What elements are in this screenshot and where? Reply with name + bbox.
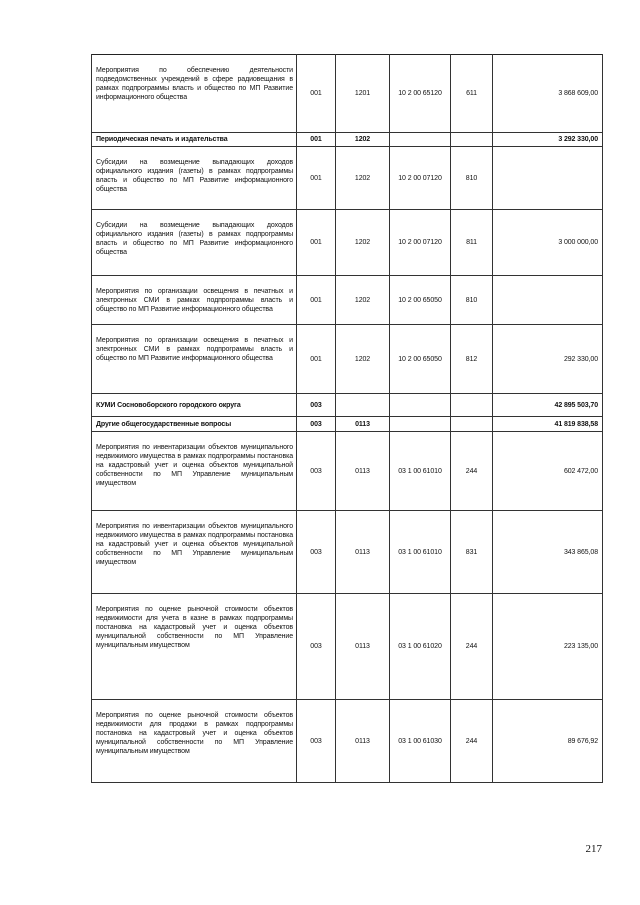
row-grbs-code: 003 — [297, 394, 336, 417]
row-target-code: 10 2 00 65050 — [390, 276, 451, 325]
row-name-text: Мероприятия по организации освещения в печатных и электронных СМИ в рамках подпрограммы власть и общество по МП Развитие информационного общества — [96, 337, 293, 362]
row-grbs-code: 003 — [297, 432, 336, 511]
row-target-code — [390, 394, 451, 417]
table-row — [92, 276, 603, 325]
table-row — [92, 394, 603, 417]
row-amount: 292 330,00 — [493, 325, 603, 394]
page-number: 217 — [585, 843, 602, 855]
row-name — [92, 133, 297, 147]
table-row — [92, 417, 603, 432]
row-expense-type-code: 812 — [451, 325, 493, 394]
row-amount: 602 472,00 — [493, 432, 603, 511]
row-name-text: Субсидии на возмещение выпадающих доходов официального издания (газеты) в рамках подпрограммы власть и общество по МП Развитие информационного общества — [96, 222, 293, 256]
row-amount: 3 868 609,00 — [493, 55, 603, 133]
table-row — [92, 133, 603, 147]
table-row — [92, 55, 603, 133]
row-amount: 3 292 330,00 — [493, 133, 603, 147]
row-section-code: 1202 — [336, 210, 390, 276]
row-amount: 3 000 000,00 — [493, 210, 603, 276]
row-target-code: 10 2 00 65120 — [390, 55, 451, 133]
row-name — [92, 147, 297, 210]
row-name — [92, 276, 297, 325]
row-amount — [493, 276, 603, 325]
row-grbs-code: 003 — [297, 511, 336, 594]
row-expense-type-code — [451, 394, 493, 417]
row-target-code: 03 1 00 61030 — [390, 700, 451, 783]
table-row — [92, 325, 603, 394]
table-row — [92, 511, 603, 594]
row-expense-type-code — [451, 133, 493, 147]
row-name — [92, 511, 297, 594]
row-target-code: 10 2 00 07120 — [390, 147, 451, 210]
row-target-code — [390, 133, 451, 147]
table-row — [92, 700, 603, 783]
row-expense-type-code: 244 — [451, 700, 493, 783]
row-name — [92, 417, 297, 432]
row-section-code: 1202 — [336, 276, 390, 325]
row-name-text: Периодическая печать и издательства — [96, 136, 228, 143]
row-amount: 41 819 838,58 — [493, 417, 603, 432]
row-grbs-code: 003 — [297, 700, 336, 783]
row-target-code: 10 2 00 65050 — [390, 325, 451, 394]
row-name — [92, 700, 297, 783]
row-amount: 42 895 503,70 — [493, 394, 603, 417]
row-section-code: 1201 — [336, 55, 390, 133]
row-expense-type-code: 244 — [451, 594, 493, 700]
row-target-code: 03 1 00 61010 — [390, 432, 451, 511]
row-name-text: Другие общегосударственные вопросы — [96, 420, 232, 428]
row-target-code: 03 1 00 61010 — [390, 511, 451, 594]
row-target-code — [390, 417, 451, 432]
row-section-code: 0113 — [336, 511, 390, 594]
row-name-text: Мероприятия по обеспечению деятельности подведомственных учреждений в сфере радиовещания в рамках подпрограммы власть и общество по МП Развитие информационного общества — [96, 67, 293, 101]
row-expense-type-code: 811 — [451, 210, 493, 276]
row-name — [92, 210, 297, 276]
row-name-text: Мероприятия по организации освещения в печатных и электронных СМИ в рамках подпрограммы власть и общество по МП Развитие информационного общества — [96, 288, 293, 313]
row-name-text: Мероприятия по инвентаризации объектов муниципального недвижимого имущества в рамках подпрограммы постановка на кадастровый учет и оценка объектов муниципальной собственности по МП Управление муниципальным имуществом — [96, 444, 293, 487]
row-section-code: 1202 — [336, 325, 390, 394]
row-grbs-code: 001 — [297, 325, 336, 394]
row-section-code — [336, 394, 390, 417]
table-row — [92, 210, 603, 276]
table-body — [92, 55, 603, 783]
row-grbs-code: 001 — [297, 276, 336, 325]
row-grbs-code: 001 — [297, 133, 336, 147]
row-grbs-code: 003 — [297, 417, 336, 432]
row-amount: 223 135,00 — [493, 594, 603, 700]
row-name — [92, 394, 297, 417]
row-expense-type-code: 611 — [451, 55, 493, 133]
row-name — [92, 594, 297, 700]
row-grbs-code: 001 — [297, 147, 336, 210]
row-amount: 343 865,08 — [493, 511, 603, 594]
row-grbs-code: 001 — [297, 210, 336, 276]
row-amount: 89 676,92 — [493, 700, 603, 783]
table-row — [92, 594, 603, 700]
row-target-code: 03 1 00 61020 — [390, 594, 451, 700]
row-expense-type-code — [451, 417, 493, 432]
table-row — [92, 147, 603, 210]
row-section-code: 0113 — [336, 700, 390, 783]
table-row — [92, 432, 603, 511]
row-grbs-code: 003 — [297, 594, 336, 700]
row-expense-type-code: 810 — [451, 147, 493, 210]
row-expense-type-code: 810 — [451, 276, 493, 325]
row-target-code: 10 2 00 07120 — [390, 210, 451, 276]
row-name-text: Мероприятия по оценке рыночной стоимости объектов недвижимости для учета в казне в рамках подпрограммы постановка на кадастровый учет и оценка объектов муниципальной собственности по МП Управление муниципальным имуществом — [96, 606, 293, 649]
row-name-text: Субсидии на возмещение выпадающих доходов официального издания (газеты) в рамках подпрограммы власть и общество по МП Развитие информационного общества — [96, 159, 293, 193]
row-name-text: КУМИ Сосновоборского городского округа — [96, 401, 241, 409]
row-name — [92, 55, 297, 133]
row-name-text: Мероприятия по оценке рыночной стоимости объектов недвижимости для продажи в рамках подпрограммы постановка на кадастровый учет и оценка объектов муниципальной собственности по МП Управление муниципальным имуществом — [96, 712, 293, 755]
row-name — [92, 432, 297, 511]
row-section-code: 0113 — [336, 432, 390, 511]
budget-table — [91, 54, 603, 783]
row-section-code: 0113 — [336, 594, 390, 700]
row-expense-type-code: 244 — [451, 432, 493, 511]
row-section-code: 1202 — [336, 133, 390, 147]
row-name — [92, 325, 297, 394]
row-name-text: Мероприятия по инвентаризации объектов муниципального недвижимого имущества в рамках подпрограммы постановка на кадастровый учет и оценка объектов муниципальной собственности по МП Управление муниципальным имуществом — [96, 523, 293, 566]
row-amount — [493, 147, 603, 210]
row-grbs-code: 001 — [297, 55, 336, 133]
row-section-code: 0113 — [336, 417, 390, 432]
row-section-code: 1202 — [336, 147, 390, 210]
row-expense-type-code: 831 — [451, 511, 493, 594]
